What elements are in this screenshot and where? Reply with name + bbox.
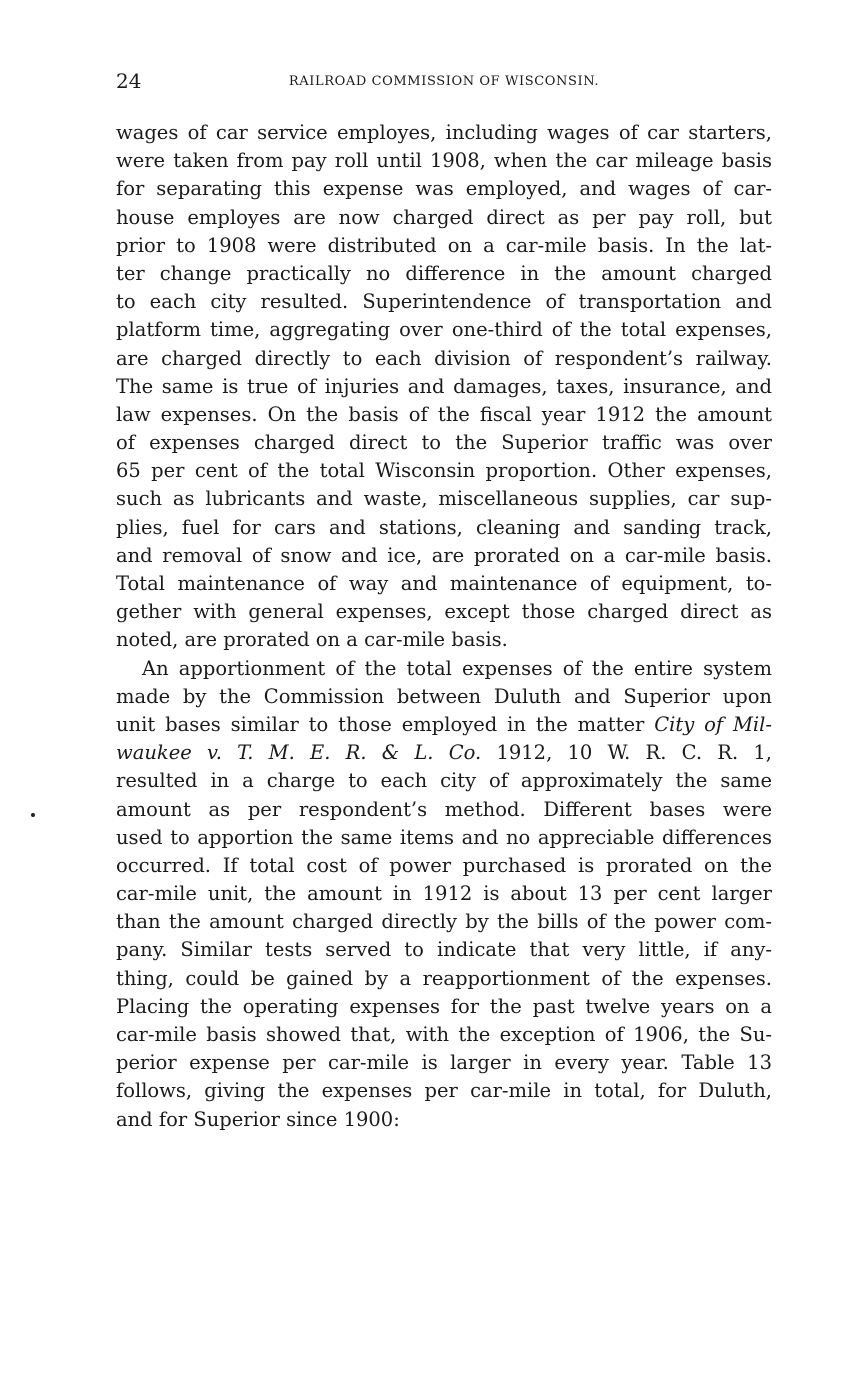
text-line: and removal of snow and ice, are prorated on a car-mile basis. xyxy=(116,543,772,567)
text-line: An apportionment of the total expenses of the entire system xyxy=(142,656,772,680)
text-line: car-mile basis showed that, with the exception of 1906, the Su- xyxy=(116,1023,772,1046)
text-line xyxy=(116,711,772,739)
text-line: gether with general expenses, except those charged direct as xyxy=(116,600,772,624)
text-line: Total maintenance of way and maintenance of equipment, to- xyxy=(116,572,772,595)
text-line: of expenses charged direct to the Superior traffic was over xyxy=(116,431,772,455)
text-line: The same is true of injuries and damages, taxes, insurance, and xyxy=(116,374,772,398)
text-line: made by the Commission between Duluth and Superior upon xyxy=(116,684,772,708)
text-line: perior expense per car-mile is larger in every year. Table 13 xyxy=(116,1051,772,1075)
text-line: car-mile unit, the amount in 1912 is about 13 per cent larger xyxy=(116,882,772,906)
text-line: wages of car service employes, including wages of car starters, xyxy=(116,121,772,144)
text-line: occurred. If total cost of power purchased is prorated on the xyxy=(116,853,772,877)
text-line: noted, are prorated on a car-mile basis. xyxy=(116,628,508,652)
case-citation-italic: waukee v. T. M. E. R. & L. Co. xyxy=(116,741,482,765)
text-line: thing, could be gained by a reapportionment of the expenses. xyxy=(116,966,772,990)
text-line: resulted in a charge to each city of approximately the same xyxy=(116,769,772,793)
text-line: prior to 1908 were distributed on a car-mile basis. In the lat- xyxy=(116,233,772,257)
text-line: amount as per respondent’s method. Different bases were xyxy=(116,797,772,821)
paragraph-2 xyxy=(116,655,772,1134)
text-segment: unit bases similar to those employed in the matter xyxy=(116,712,655,736)
text-line: house employes are now charged direct as per pay roll, but xyxy=(116,205,772,229)
page-number: 24 xyxy=(116,69,142,93)
text-line: are charged directly to each division of respondent’s railway. xyxy=(116,346,772,370)
text-line: used to apportion the same items and no appreciable differences xyxy=(116,825,772,849)
header-title: RAILROAD COMMISSION OF WISCONSIN. xyxy=(288,74,600,89)
running-header xyxy=(116,68,772,98)
text-line: were taken from pay roll until 1908, when the car mileage basis xyxy=(116,149,772,173)
case-citation-italic: City of Mil- xyxy=(654,712,772,736)
paragraph-2-lines xyxy=(116,767,772,1133)
text-line: ter change practically no difference in the amount charged xyxy=(116,261,772,285)
text-line xyxy=(116,739,772,767)
scan-speck xyxy=(31,813,35,817)
text-line: for separating this expense was employed, and wages of car- xyxy=(116,177,772,201)
text-line: platform time, aggregating over one-third of the total expenses, xyxy=(116,318,772,342)
text-line: plies, fuel for cars and stations, cleaning and sanding track, xyxy=(116,515,772,539)
text-line: follows, giving the expenses per car-mile in total, for Duluth, xyxy=(116,1079,772,1103)
text-segment: 1912, 10 W. R. C. R. 1, xyxy=(481,741,772,765)
text-line: than the amount charged directly by the bills of the power com- xyxy=(116,910,772,934)
text-line: to each city resulted. Superintendence of transportation and xyxy=(116,290,772,314)
text-line: such as lubricants and waste, miscellaneous supplies, car sup- xyxy=(116,487,772,511)
text-line: law expenses. On the basis of the fiscal year 1912 the amount xyxy=(116,402,772,426)
text-line: Placing the operating expenses for the past twelve years on a xyxy=(116,994,772,1018)
paragraph-1 xyxy=(116,119,772,655)
text-line: and for Superior since 1900: xyxy=(116,1107,400,1131)
text-line: pany. Similar tests served to indicate that very little, if any- xyxy=(116,938,772,962)
text-line: 65 per cent of the total Wisconsin proportion. Other expenses, xyxy=(116,459,772,483)
body-text xyxy=(116,119,772,1134)
